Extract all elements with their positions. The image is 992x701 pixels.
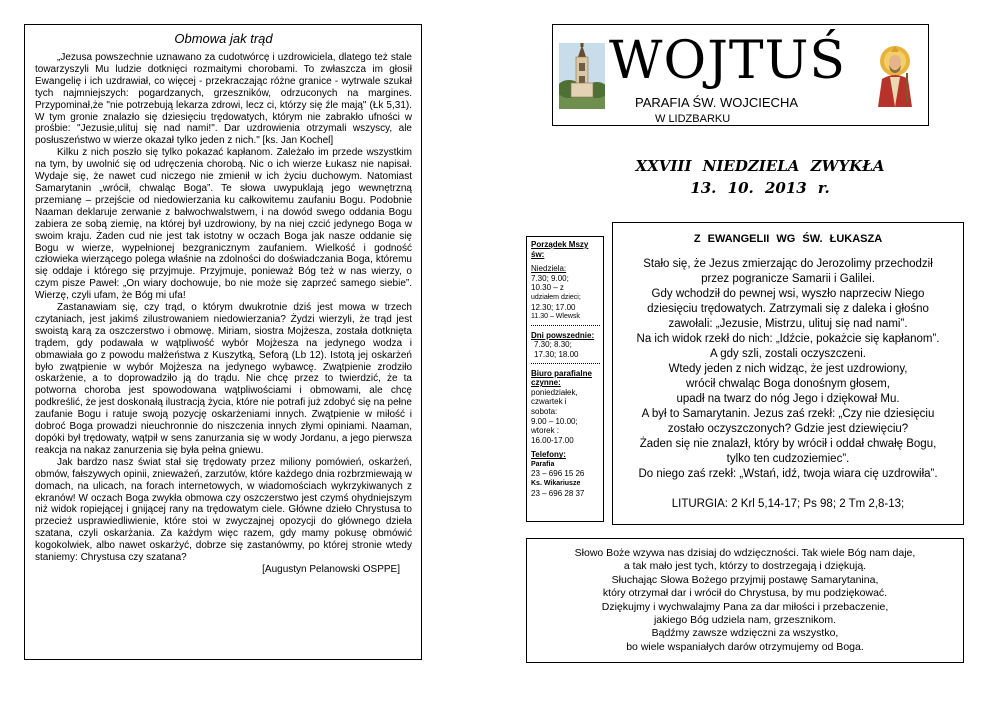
gospel-line: upadł na twarz do nóg Jego i dziękował Mu. (676, 393, 900, 405)
schedule-line: 10.30 – z (531, 283, 564, 293)
sunday-times-2 (531, 303, 600, 313)
schedule-line: wtorek : (531, 426, 560, 436)
gospel-line: Wtedy jeden z nich widząc, że jest uzdrowiony, (668, 363, 908, 375)
vicar-phone-label: Ks. Wikariusze (531, 480, 581, 488)
schedule-line: sobota: (531, 406, 558, 416)
schedule-line: poniedziałek, (531, 387, 578, 397)
gospel-line: Na ich widok rzekł do nich: „Idźcie, pokażcie się kapłanom”. (636, 333, 940, 345)
parish-town: W LIDZBARKU (655, 113, 731, 125)
sunday-extra: 11.30 – Wlewsk (531, 313, 580, 321)
gospel-line: dziesięciu trędowatych. Zatrzymali się z daleka i głośno (647, 303, 929, 315)
phones-label: Telefony: (531, 450, 566, 460)
gospel-line: zostało oczyszczonych? Gdzie jest dziewięciu? (667, 423, 909, 435)
closing-reflection (526, 538, 964, 663)
parish-name: PARAFIA ŚW. WOJCIECHA (635, 95, 799, 110)
schedule-line: 9.00 – 10.00; (531, 416, 578, 426)
vicar-phone: 23 – 696 28 37 (531, 488, 585, 498)
article-paragraph: Jak bardzo nasz świat stał się trędowaty przez miliony pomówień, oskarżeń, obmów, fałszywych opinii, znieważeń, zarzutów, które każdego dnia rozbrzmiewają w domach, na ulicach, na forach internetowych, w wiadomościach wykrzykiwanych z ekranów! W oczach Boga zwykła obmowa czy oszczerstwo jest czymś ohydniejszym niż widok ropiejącej i gnijącej rany na trędowatym ciele. Główne dzieło Chrystusa to przecież usprawiedliwienie, które stoi w zwyczajnej opozycji do głównego dzieła szatana, czyli oskarżania. Za każdym więc razem, gdy mamy pokusę obmówić kogokolwiek, albo nawet oskarżyć, dobrze się zastanówmy, po której stronie wtedy staniemy: Chrystusa czy szatana? (35, 456, 412, 564)
closing-line: Bądźmy zawsze wdzięczni za wszystko, (651, 627, 839, 640)
schedule-divider (531, 325, 600, 326)
parish-phone-label: Parafia (531, 460, 555, 468)
office-hours (531, 388, 600, 446)
closing-line: a tak mało jest tych, którzy to dostrzegają i dziękują. (623, 560, 867, 573)
closing-line: Słowo Boże wzywa nas dzisiaj do wdzięczności. Tak wiele Bóg nam daje, (574, 547, 916, 559)
office-label: Biuro parafialne czynne: (531, 368, 592, 388)
masthead (552, 24, 929, 126)
schedule-line: 7.30; 8.30; (534, 340, 572, 350)
sunday-date: 13. 10. 2013 r. (690, 179, 830, 197)
gospel-line: Gdy wchodził do pewnej wsi, wyszło naprzeciw Niego (651, 288, 925, 300)
schedule-line: 17.30; 18.00 (534, 349, 579, 359)
gospel-line: Stało się, że Jezus zmierzając do Jerozolimy przechodził (643, 258, 933, 270)
article-paragraph: „Jezusa powszechnie uznawano za cudotwórcę i uzdrowiciela, dlatego też stale towarzyszyli Mu ludzie dotknięci rozmaitymi chorobami. To zwłaszcza im głosił Ewangelię i ich uzdrawiał, co więcej - przekraczając różne granice - wytrwale szukał tych najmniejszych: pogardzanych, grzeszników, odrzuconych na margines. Przypominał,że "nie potrzebują lekarza zdrowi, lecz ci, którzy się źle mają" (Łk 5,31). W tym gronie znalazło się dziesięciu trędowatych, którym nie zabrakło ufności w prośbie: "Jezusie,ulituj się nad nami!". Dar uzdrowienia otrzymali wszyscy, ale posłuszeństwo w wierze okazał tylko jeden z nich." [ks. Jan Kochel] (35, 52, 412, 147)
schedule-line: 16.00-17.00 (531, 435, 574, 445)
gospel-title: Z EWANGELII WG ŚW. ŁUKASZA (693, 233, 883, 245)
weekday-times (531, 340, 600, 359)
mass-schedule (526, 236, 604, 522)
article-paragraph: Kilku z nich poszło się tylko pokazać kapłanom. Zależało im przede wszystkim na tym, by uwolnić się od udręczenia chorobą. Nic o ich wierze Łukasz nie napisał. Wydaje się, że nawet cud niczego nie zmienił w ich życiu duchowym. Natomiast Samarytanin „wrócił, chwaląc Boga”. Te słowa uwypuklają jego wewnętrzną przemianę – przejście od niedowierzania ku całkowitemu zaufaniu Bogu. Podobnie Naaman deklaruje zerwanie z bałwochwalstwem, i na dowód swego oddania Bogu zabiera ze sobą ziemię, na której był uzdrowiony, by na niej czcić jedynego Boga w swoim kraju. Żaden cud nie jest tak istotny w oczach Boga jak nasze oddanie się Bogu w wierze, wypełnionej bezgranicznym zaufaniem. Wielkość i godność człowieka wierzącego polega właśnie na zdolności do doświadczania Boga, któremu się oddaje i którego się przyjmuje. Przyjmuje, ponieważ Bóg też w nas wierzy, o czym pisze Paweł: „On wiary dochowuje, bo nie może się zaprzeć samego siebie”. Wierzę, czyli ufam, że Bóg mi ufa! (35, 147, 412, 302)
article-title: Obmowa jak trąd (174, 31, 273, 46)
liturgy-readings: LITURGIA: 2 Krl 5,14-17; Ps 98; 2 Tm 2,8-13; (671, 498, 905, 510)
gospel-line: A był to Samarytanin. Jezus zaś rzekł: „Czy nie dziesięciu (641, 408, 935, 420)
gospel-line: przez pogranicze Samarii i Galilei. (701, 273, 875, 285)
closing-line: bo wiele wspaniałych darów otrzymujemy od Boga. (626, 640, 864, 653)
gospel-line: Żaden się nie znalazł, który by wrócił i oddał chwałę Bogu, (639, 438, 937, 450)
sunday-label: Niedziela: (531, 264, 567, 274)
parish-phone: 23 – 696 15 26 (531, 469, 585, 479)
article-author: [Augustyn Pelanowski OSPPE] (262, 563, 400, 575)
closing-line: Dziękujmy i wychwalajmy Pana za dar miłości i przebaczenie, (601, 600, 889, 613)
gospel-box (612, 222, 964, 525)
gospel-text (619, 257, 957, 482)
schedule-heading: Porządek Mszy św: (531, 240, 589, 259)
gospel-line: wrócił chwaląc Boga donośnym głosem, (686, 378, 890, 390)
closing-line: Słuchając Słowa Bożego przyjmij postawę Samarytanina, (611, 573, 879, 586)
schedule-line: czwartek i (531, 397, 567, 407)
article-paragraph: Zastanawiam się, czy trąd, o którym dwukrotnie dziś jest mowa w trzech czytaniach, jest jakimś zilustrowaniem niedowierzania? Żydzi wierzyli, że trąd jest swoistą karą za oszczerstwo i obmowę. Miriam, siostra Mojżesza, została dotknięta trądem, gdy podawała w wątpliwość wybór Mojżesza na jedynego wodza i obmawiała go z powodu małżeństwa z Kuszytką, Seforą (Lb 12). Istotą jej oskarżeń było zwątpienie w wybór Mojżesza na jedynego wybawcę. Zwątpienie zrodziło oskarżenie, a to doprowadziło ją do trądu. Nie chcę przez to twierdzić, że ta potworna choroba jest spowodowana wątpliwościami i obmowami, ale chcę podkreślić, że jest doskonałą ilustracją życia, które nie potrafi już zdobyć się na pełne zaufanie Bogu i ratuje swoją pozycję oskarżeniami innych. Zwątpienie w miłość i dobroć Boga prowadzi nieuchronnie do niszczenia innych złymi opiniami. Naaman, dopóki był trędowaty, wątpił w sens zanurzania się w wody Jordanu, a jego pierwsza reakcja na nakaz zanurzenia się była pełna gniewu. (35, 302, 412, 456)
sunday-times (531, 274, 600, 293)
sunday-note: udziałem dzieci; (531, 293, 581, 301)
closing-line: jakiego Bóg udziela nam, grzesznikom. (653, 614, 837, 627)
article-body (35, 52, 412, 564)
gospel-line: zawołali: „Jezusie, Mistrzu, ulituj się nad nami”. (668, 318, 908, 330)
schedule-line: 7.30; 9.00; (531, 273, 569, 283)
sunday-name: XXVIII NIEDZIELA ZWYKŁA (635, 157, 885, 175)
newsletter-title: WOJTUŚ (609, 31, 847, 91)
sunday-heading (560, 155, 960, 199)
closing-line: który otrzymał dar i wrócił do Chrystusa, by mu podziękować. (602, 587, 888, 600)
closing-text (531, 547, 959, 654)
article-box (24, 24, 422, 660)
gospel-line: A gdy szli, zostali oczyszczeni. (710, 348, 866, 360)
saint-wojciech-image (870, 43, 920, 107)
church-tower-image (559, 43, 605, 109)
weekday-label: Dni powszednie: (531, 330, 595, 340)
schedule-line: 12.30; 17.00 (531, 302, 576, 312)
gospel-line: Do niego zaś rzekł: „Wstań, idź, twoja wiara cię uzdrowiła”. (638, 468, 938, 480)
schedule-divider (531, 363, 600, 364)
gospel-line: tylko ten cudzoziemiec”. (726, 453, 850, 465)
